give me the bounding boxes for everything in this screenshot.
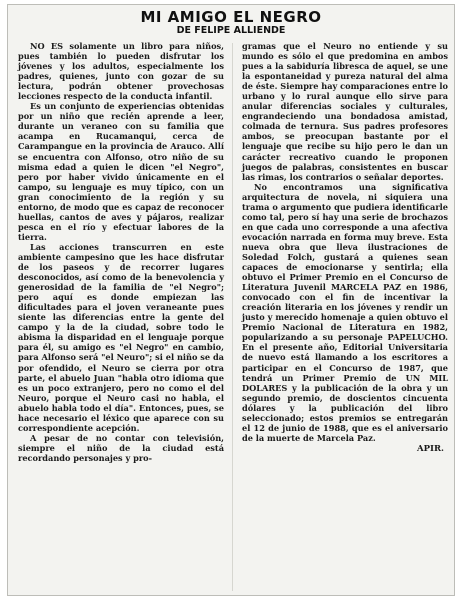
paragraph: NO ES solamente un libro para niños, pues también lo pueden disfrutar los jóvenes y los adultos, especialmente los padres, quienes, junto con gozar de su lectura, podrán obtener provechosas lecciones respecto de la conducta infantil. (18, 41, 224, 102)
paragraph-continuation: gramas que el Neuro no entiende y su mundo es sólo el que predomina en ambos pues a la sabiduría libresca de aquel, se une la espontaneidad y pureza natural del alma de éste. Siempre hay comparaciones entre lo urbano y lo rural aunque ello sirve para anular diferencias sociales y culturales, engrandeciendo una bondadosa amistad, colmada de ternura. Sus padres profesores ambos, se preocupan bastante por el lenguaje que recibe su hijo pero le dan un carácter recreativo cuando le proponen juegos de palabras, consistentes en buscar las rimas, los contrarios o señalar deportes. (242, 41, 448, 182)
article-body (8, 41, 454, 463)
article-byline: DE FELIPE ALLIENDE (176, 25, 286, 36)
newspaper-clipping (7, 4, 455, 596)
paragraph: A pesar de no contar con televisión, siempre el niño de la ciudad está recordando personajes y pro- (18, 432, 224, 463)
paragraph: Las acciones transcurren en este ambiente campesino que les hace disfrutar de los paseos y de recorrer lugares desconocidos, así como de la benevolencia y generosidad de la familia de "el Negro"; pero aquí es donde empiezan las dificultades para el joven veraneante pues siente las diferencias entre la gente del campo y la de la ciudad, sobre todo le abisma la disparidad en el lenguaje porque para él, su amigo es "el Negro" en cambio, para Alfonso será "el Neuro"; si el niño se da por ofendido, el Neuro se cierra por otra parte, el abuelo Juan "habla otro idioma que es un poco extranjero, pero no como el del Neuro, porque el Neuro casi no habla, el abuelo habla todo el día". Entonces, pues, se hace necesario el léxico que aparece con su correspondiente acepción. (18, 241, 224, 433)
right-column (242, 41, 448, 463)
author-signature: APIR. (417, 443, 444, 454)
paragraph: No encontramos una significativa arquitectura de novela, ni siquiera una trama o argumento que pudiera identificarle como tal, pero sí hay una serie de brochazos en que cada uno corresponde a una afectiva evocación narrada en forma muy breve. Esta nueva obra que lleva ilustraciones de Soledad Folch, gustará a quienes sean capaces de emocionarse y sentirla; ella obtuvo el Primer Premio en el Concurso de Literatura Juvenil MARCELA PAZ en 1986, convocado con el fin de incentivar la creación literaria en los jóvenes y rendir un justo y merecido homenaje a quien obtuvo el Premio Nacional de Literatura en 1982, popularizando a su personaje PAPELUCHO. En el presente año, Editorial Universitaria de nuevo está llamando a los escritores a participar en el Concurso de 1987, que tendrá un Primer Premio de UN MIL DOLARES y la publicación de la obra y un segundo premio, de doscientos cincuenta dólares y la publicación del libro seleccionado; estos premios se entregarán el 12 de junio de 1988, que es el aniversario de la muerte de Marcela Paz. (242, 181, 448, 443)
left-column (18, 41, 224, 463)
paragraph: Es un conjunto de experiencias obtenidas por un niño que recién aprende a leer, durante un veraneo con su familia que acampa en Rucamanqui, cerca de Carampangue en la provincia de Arauco. Allí se encuentra con Alfonso, otro niño de su misma edad a quien le dicen "el Negro", pero por haber vivido únicamente en el campo, su lenguaje es muy típico, con un gran conocimiento de la región y su entorno, de modo que es capaz de reconocer huellas, cantos de aves y pájaros, realizar pesca en el río y efectuar labores de la tierra. (18, 101, 224, 242)
article-title: MI AMIGO EL NEGRO (140, 8, 322, 26)
column-divider (232, 43, 233, 591)
